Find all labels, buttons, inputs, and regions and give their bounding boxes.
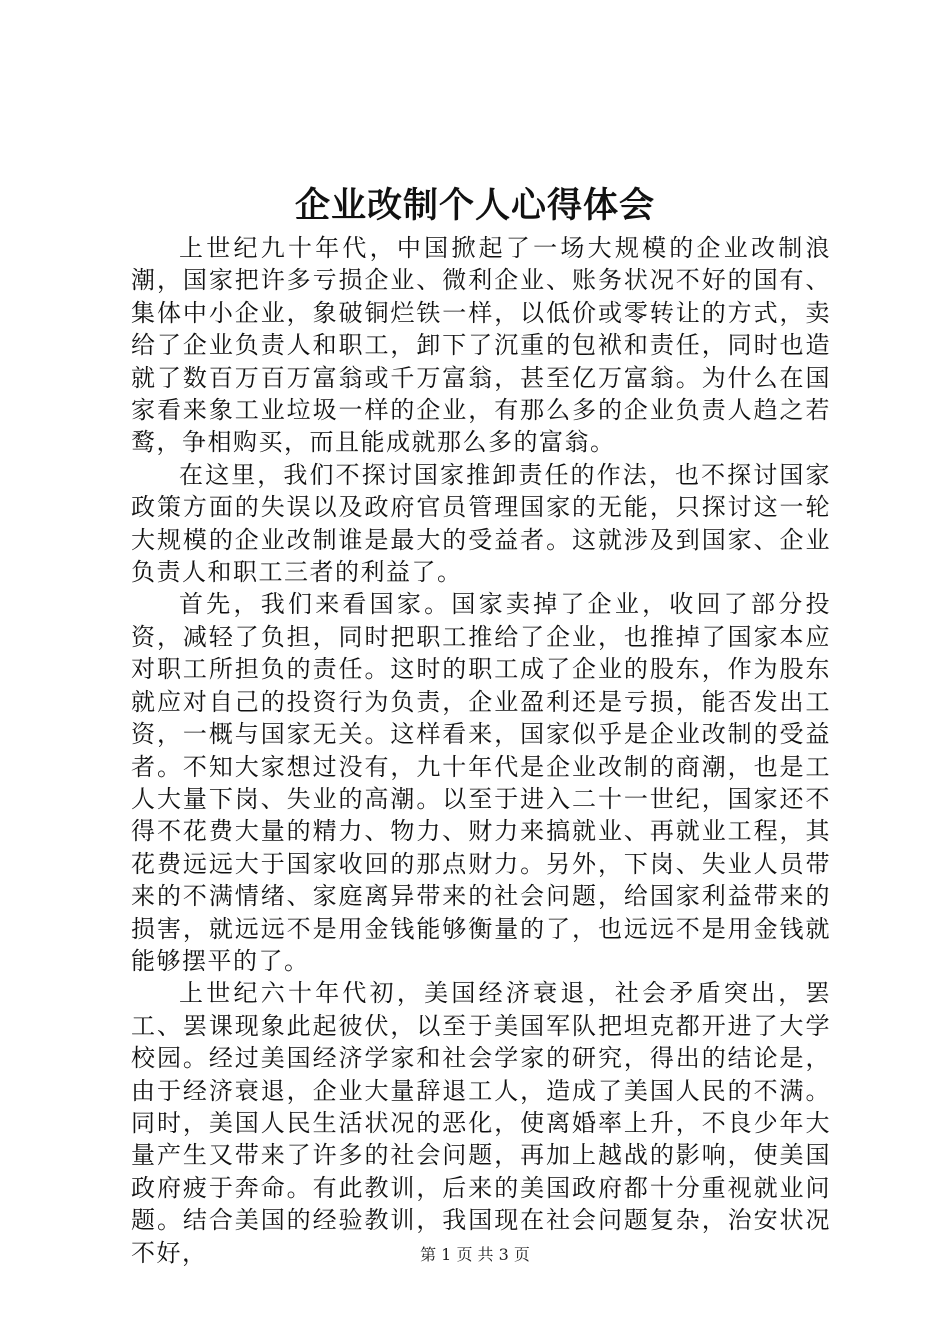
paragraph-1: 上世纪九十年代，中国掀起了一场大规模的企业改制浪潮，国家把许多亏损企业、微利企业、账务状况不好的国有、集体中小企业，象破铜烂铁一样，以低价或零转让的方式，卖给了企业负责人和职工，卸下了沉重的包袱和责任，同时也造就了数百万百万富翁或千万富翁，甚至亿万富翁。为什么在国家看来象工业垃圾一样的企业，有那么多的企业负责人趋之若鹜，争相购买，而且能成就那么多的富翁。 [131, 234, 831, 457]
paragraph-2: 在这里，我们不探讨国家推卸责任的作法，也不探讨国家政策方面的失误以及政府官员管理国家的无能，只探讨这一轮大规模的企业改制谁是最大的受益者。这就涉及到国家、企业负责人和职工三者的利益了。 [131, 460, 831, 587]
paragraph-4: 上世纪六十年代初，美国经济衰退，社会矛盾突出，罢工、罢课现象此起彼伏，以至于美国军队把坦克都开进了大学校园。经过美国经济学家和社会学家的研究，得出的结论是，由于经济衰退，企业大量辞退工人，造成了美国人民的不满。同时，美国人民生活状况的恶化，使离婚率上升，不良少年大量产生又带来了许多的社会问题，再加上越战的影响，使美国政府疲于奔命。有此教训，后来的美国政府都十分重视就业问题。结合美国的经验教训，我国现在社会问题复杂，治安状况不好， [131, 979, 831, 1267]
document-body [131, 232, 831, 1269]
page-footer [0, 1244, 950, 1266]
paragraph-3: 首先，我们来看国家。国家卖掉了企业，收回了部分投资，减轻了负担，同时把职工推给了企业，也推掉了国家本应对职工所担负的责任。这时的职工成了企业的股东，作为股东就应对自己的投资行为负责，企业盈利还是亏损，能否发出工资，一概与国家无关。这样看来，国家似乎是企业改制的受益者。不知大家想过没有，九十年代是企业改制的商潮，也是工人大量下岗、失业的高潮。以至于进入二十一世纪，国家还不得不花费大量的精力、物力、财力来搞就业、再就业工程，其花费远远大于国家收回的那点财力。另外，下岗、失业人员带来的不满情绪、家庭离异带来的社会问题，给国家利益带来的损害，就远远不是用金钱能够衡量的了，也远远不是用金钱就能够摆平的了。 [131, 590, 831, 975]
page-number-label: 第 1 页 共 3 页 [420, 1245, 530, 1264]
document-title: 企业改制个人心得体会 [294, 185, 655, 226]
